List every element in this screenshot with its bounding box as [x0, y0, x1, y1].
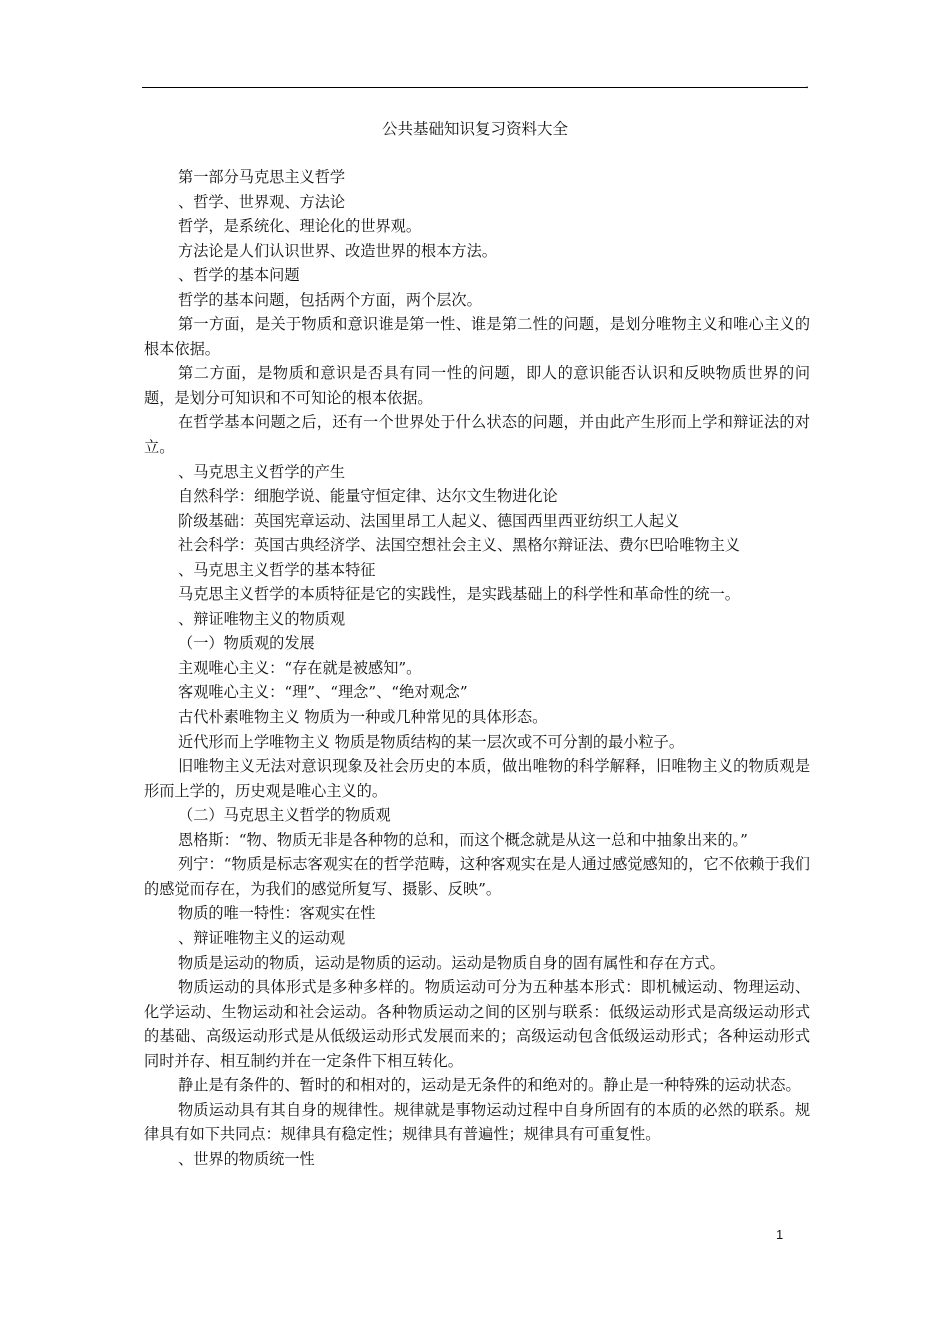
paragraph: 列宁：“物质是标志客观实在的哲学范畴，这种客观实在是人通过感觉感知的，它不依赖于我们的感觉而存在，为我们的感觉所复写、摄影、反映”。 [144, 855, 810, 898]
paragraph: 第二方面，是物质和意识是否具有同一性的问题，即人的意识能否认识和反映物质世界的问题，是划分可知识和不可知论的根本依据。 [144, 364, 810, 407]
paragraph: 物质运动具有其自身的规律性。规律就是事物运动过程中自身所固有的本质的必然的联系。规律具有如下共同点：规律具有稳定性；规律具有普遍性；规律具有可重复性。 [144, 1100, 810, 1144]
paragraph: 古代朴素唯物主义 物质为一种或几种常见的具体形态。 [178, 708, 548, 727]
paragraph: （二）马克思主义哲学的物质观 [178, 806, 391, 825]
paragraph: 社会科学：英国古典经济学、法国空想社会主义、黑格尔辩证法、费尔巴哈唯物主义 [178, 536, 740, 555]
paragraph: 客观唯心主义：“理”、“理念”、“绝对观念” [178, 683, 468, 702]
subsection-heading: 、世界的物质统一性 [178, 1149, 315, 1168]
paragraph: 哲学的基本问题，包括两个方面，两个层次。 [178, 290, 482, 309]
paragraph: 马克思主义哲学的本质特征是它的实践性，是实践基础上的科学性和革命性的统一。 [178, 585, 740, 604]
page-number: 1 [776, 1227, 784, 1242]
subsection-heading: 、马克思主义哲学的产生 [178, 462, 346, 481]
header-rule-tick: ' [806, 85, 809, 94]
paragraph: 自然科学：细胞学说、能量守恒定律、达尔文生物进化论 [178, 487, 558, 506]
paragraph: 物质是运动的物质，运动是物质的运动。运动是物质自身的固有属性和存在方式。 [178, 953, 725, 972]
paragraph: 主观唯心主义：“存在就是被感知”。 [178, 658, 422, 677]
header-rule [142, 87, 808, 88]
subsection-heading: 、辩证唯物主义的物质观 [178, 609, 346, 628]
section-heading: 第一部分马克思主义哲学 [178, 168, 346, 186]
paragraph: 物质运动的具体形式是多种多样的。物质运动可分为五种基本形式：即机械运动、物理运动、化学运动、生物运动和社会运动。各种物质运动之间的区别与联系：低级运动形式是高级运动形式的基础、高级运动形式是从低级运动形式发展而来的；高级运动包含低级运动形式；各种运动形式同时并存、相互制约并在一定条件下相互转化。 [144, 978, 810, 1070]
paragraph: 在哲学基本问题之后，还有一个世界处于什么状态的问题，并由此产生形而上学和辩证法的对立。 [144, 413, 810, 457]
paragraph: 阶级基础：英国宪章运动、法国里昂工人起义、德国西里西亚纺织工人起义 [178, 511, 680, 530]
paragraph: 旧唯物主义无法对意识现象及社会历史的本质，做出唯物的科学解释，旧唯物主义的物质观是形而上学的，历史观是唯心主义的。 [144, 757, 810, 800]
paragraph: 方法论是人们认识世界、改造世界的根本方法。 [178, 241, 497, 260]
subsection-heading: 、辩证唯物主义的运动观 [178, 928, 346, 947]
paragraph: 哲学，是系统化、理论化的世界观。 [178, 217, 421, 236]
paragraph: 第一方面，是关于物质和意识谁是第一性、谁是第二性的问题，是划分唯物主义和唯心主义的根本依据。 [144, 315, 810, 358]
paragraph: 物质的唯一特性：客观实在性 [178, 904, 376, 923]
paragraph: 恩格斯：“物、物质无非是各种物的总和，而这个概念就是从这一总和中抽象出来的。” [178, 830, 748, 849]
subsection-heading: 、哲学、世界观、方法论 [178, 192, 346, 211]
document-title: 公共基础知识复习资料大全 [381, 120, 568, 138]
paragraph: 近代形而上学唯物主义 物质是物质结构的某一层次或不可分割的最小粒子。 [178, 732, 685, 751]
document-body [144, 165, 810, 1171]
subsection-heading: 、哲学的基本问题 [178, 266, 300, 285]
paragraph: 静止是有条件的、暂时的和相对的，运动是无条件的和绝对的。静止是一种特殊的运动状态。 [178, 1076, 801, 1095]
paragraph: （一）物质观的发展 [178, 634, 315, 653]
subsection-heading: 、马克思主义哲学的基本特征 [178, 560, 376, 579]
